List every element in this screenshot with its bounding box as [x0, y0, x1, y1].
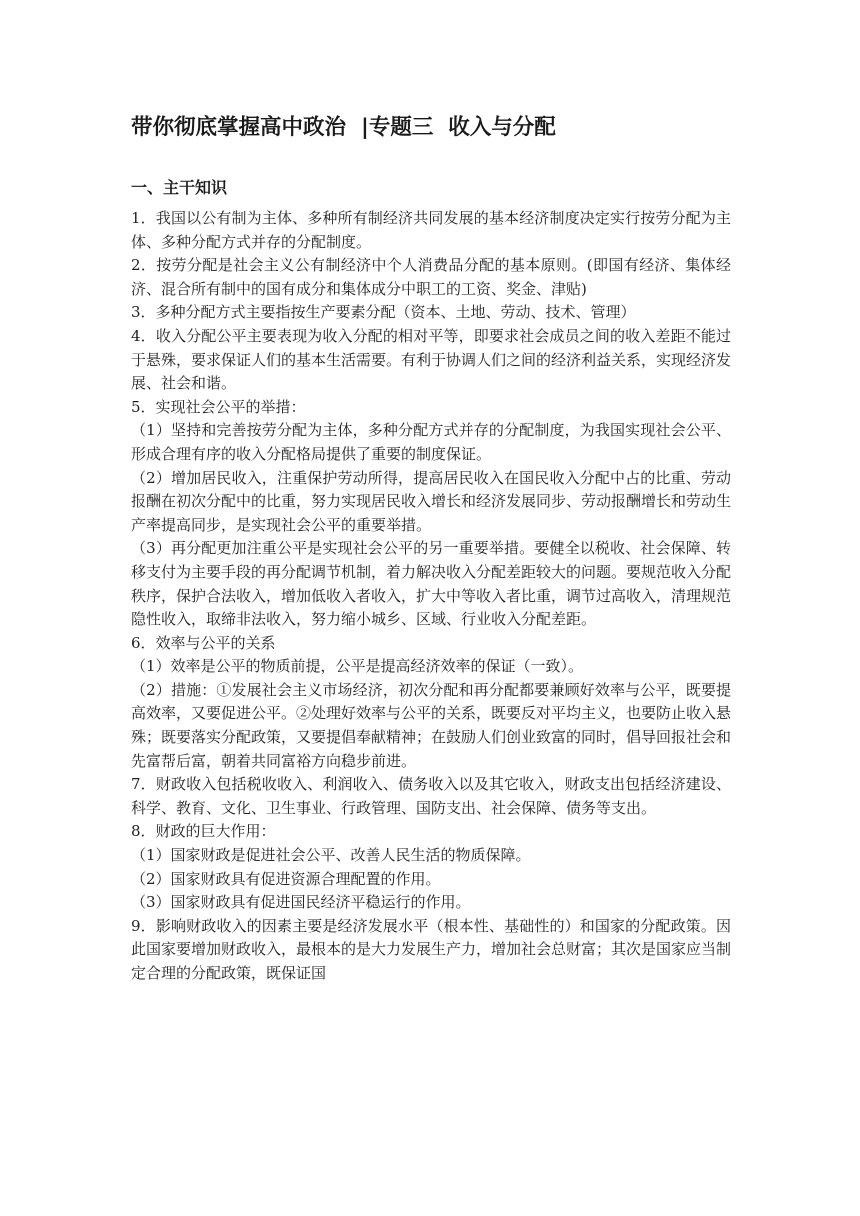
paragraph: 6．效率与公平的关系	[131, 633, 276, 652]
section-heading: 一、主干知识	[131, 178, 228, 197]
paragraph: （2）措施：①发展社会主义市场经济，初次分配和再分配都要兼顾好效率与公平，既要提高效率，又要促进公平。②处理好效率与公平的关系，既要反对平均主义，也要防止收入悬殊；既要落实分配政策，又要提倡奉献精神；在鼓励人们创业致富的同时，倡导回报社会和先富帮后富，朝着共同富裕方向稳步前进。	[131, 680, 732, 770]
paragraph: 2．按劳分配是社会主义公有制经济中个人消费品分配的基本原则。(即国有经济、集体经济、混合所有制中的国有成分和集体成分中职工的工资、奖金、津贴)	[131, 256, 731, 298]
paragraph: 1．我国以公有制为主体、多种所有制经济共同发展的基本经济制度决定实行按劳分配为主体、多种分配方式并存的分配制度。	[131, 209, 731, 251]
document-body	[131, 207, 731, 986]
paragraph: 5．实现社会公平的举措：	[131, 397, 306, 416]
paragraph: （1）国家财政是促进社会公平、改善人民生活的物质保障。	[131, 846, 531, 865]
document-title: 带你彻底掌握高中政治 |专题三 收入与分配	[131, 115, 556, 140]
paragraph: 4．收入分配公平主要表现为收入分配的相对平等，即要求社会成员之间的收入差距不能过于悬殊，要求保证人们的基本生活需要。有利于协调人们之间的经济利益关系，实现经济发展、社会和谐。	[131, 326, 732, 393]
paragraph: 3．多种分配方式主要指按生产要素分配（资本、土地、劳动、技术、管理）	[131, 303, 636, 322]
paragraph: （1）效率是公平的物质前提，公平是提高经济效率的保证（一致）。	[131, 657, 584, 676]
paragraph: （2）增加居民收入，注重保护劳动所得，提高居民收入在国民收入分配中占的比重、劳动报酬在初次分配中的比重，努力实现居民收入增长和经济发展同步、劳动报酬增长和劳动生产率提高同步，是实现社会公平的重要举措。	[131, 468, 732, 534]
paragraph: （2）国家财政具有促进资源合理配置的作用。	[131, 869, 441, 888]
paragraph: 8．财政的巨大作用：	[131, 822, 276, 841]
paragraph: 9．影响财政收入的因素主要是经济发展水平（根本性、基础性的）和国家的分配政策。因此国家要增加财政收入，最根本的是大力发展生产力，增加社会总财富；其次是国家应当制定合理的分配政策，既保证国	[131, 916, 732, 982]
paragraph: （3）再分配更加注重公平是实现社会公平的另一重要举措。要健全以税收、社会保障、转移支付为主要手段的再分配调节机制，着力解决收入分配差距较大的问题。要规范收入分配秩序，保护合法收入，增加低收入者收入，扩大中等收入者比重，调节过高收入，清理规范隐性收入，取缔非法收入，努力缩小城乡、区域、行业收入分配差距。	[131, 539, 732, 629]
paragraph: 7．财政收入包括税收收入、利润收入、债务收入以及其它收入，财政支出包括经济建设、科学、教育、文化、卫生事业、行政管理、国防支出、社会保障、债务等支出。	[131, 775, 731, 817]
paragraph: （1）坚持和完善按劳分配为主体，多种分配方式并存的分配制度，为我国实现社会公平、形成合理有序的收入分配格局提供了重要的制度保证。	[131, 421, 731, 463]
paragraph: （3）国家财政具有促进国民经济平稳运行的作用。	[131, 893, 471, 912]
